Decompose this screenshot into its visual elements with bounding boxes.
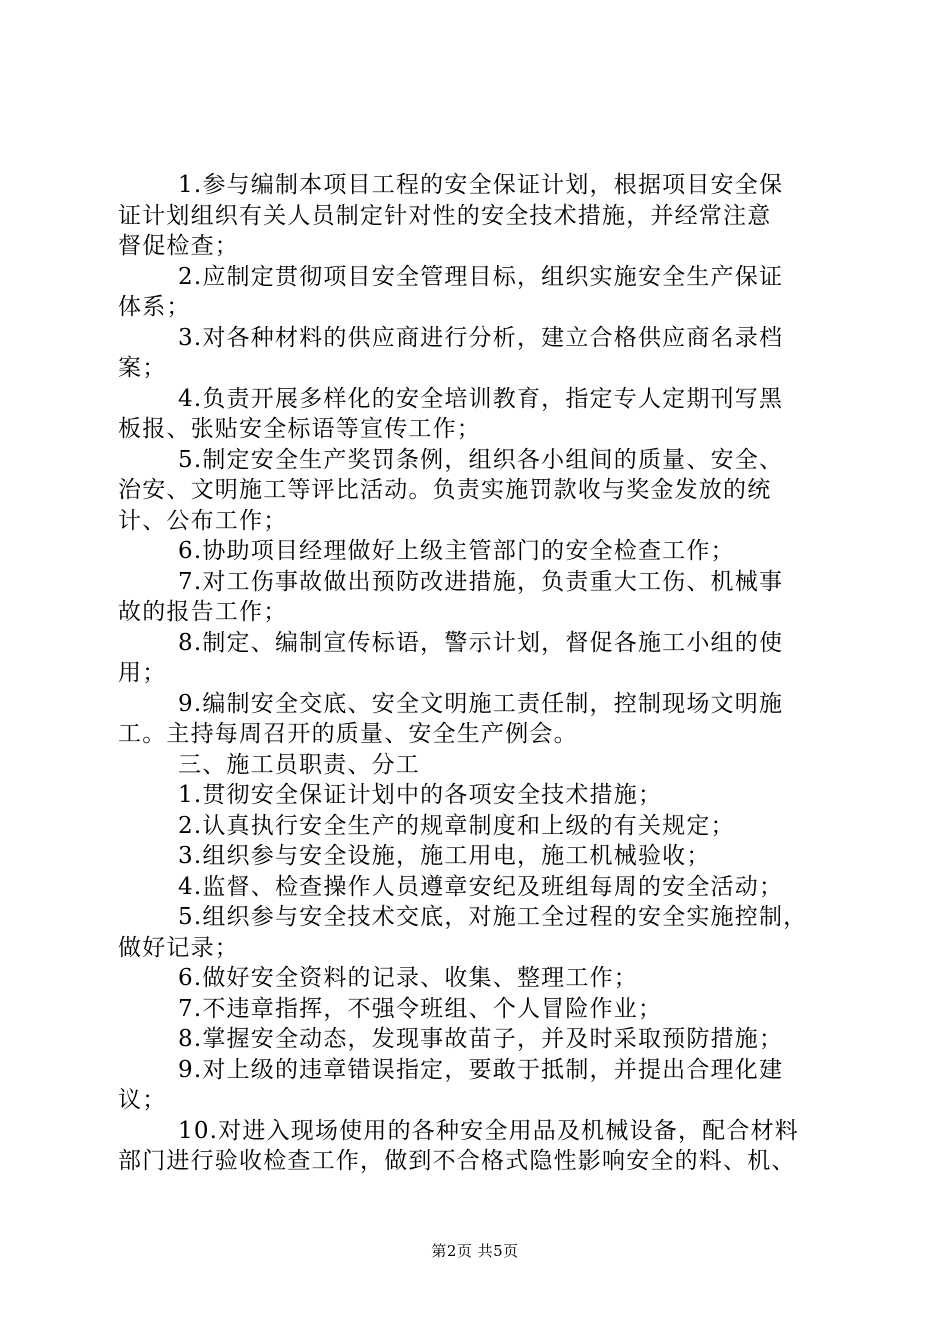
text-line: 6.协助项目经理做好上级主管部门的安全检查工作；: [178, 538, 735, 564]
text-line: 5.组织参与安全技术交底，对施工全过程的安全实施控制，: [178, 904, 808, 930]
text-line: 议；: [118, 1087, 167, 1113]
text-line: 8.掌握安全动态，发现事故苗子，并及时采取预防措施；: [178, 1026, 784, 1052]
text-line: 2.认真执行安全生产的规章制度和上级的有关规定；: [178, 812, 735, 839]
text-line: 三、施工员职责、分工: [178, 751, 420, 778]
text-line: 5.制定安全生产奖罚条例，组织各小组间的质量、安全、: [178, 446, 784, 473]
text-line: 2.应制定贯彻项目安全管理目标，组织实施安全生产保证: [178, 263, 784, 290]
text-line: 1.贯彻安全保证计划中的各项安全技术措施；: [178, 782, 663, 808]
text-line: 用；: [118, 660, 167, 686]
page-number-footer: 第2页 共5页: [431, 1242, 519, 1260]
text-line: 部门进行验收检查工作，做到不合格式隐性影响安全的料、机、: [118, 1148, 796, 1174]
text-line: 10.对进入现场使用的各种安全用品及机械设备，配合材料: [178, 1117, 799, 1144]
text-line: 做好记录；: [118, 934, 239, 961]
text-line: 9.对上级的违章错误指定，要敢于抵制，并提出合理化建: [178, 1056, 784, 1083]
text-line: 4.监督、检查操作人员遵章安纪及班组每周的安全活动；: [178, 873, 784, 900]
text-line: 治安、文明施工等评比活动。负责实施罚款收与奖金发放的统: [118, 477, 772, 503]
text-line: 3.组织参与安全设施，施工用电，施工机械验收；: [178, 843, 711, 869]
text-line: 9.编制安全交底、安全文明施工责任制，控制现场文明施: [178, 690, 784, 717]
text-line: 8.制定、编制宣传标语，警示计划，督促各施工小组的使: [178, 629, 784, 656]
text-line: 证计划组织有关人员制定针对性的安全技术措施，并经常注意: [118, 202, 772, 229]
text-line: 板报、张贴安全标语等宣传工作；: [118, 416, 481, 442]
text-line: 6.做好安全资料的记录、收集、整理工作；: [178, 965, 638, 991]
text-line: 7.对工伤事故做出预防改进措施，负责重大工伤、机械事: [178, 568, 784, 595]
text-line: 7.不违章指挥，不强令班组、个人冒险作业；: [178, 995, 663, 1022]
text-line: 计、公布工作；: [118, 507, 288, 534]
text-line: 案；: [118, 355, 167, 381]
text-line: 工。主持每周召开的质量、安全生产例会。: [118, 721, 578, 747]
text-line: 4.负责开展多样化的安全培训教育，指定专人定期刊写黑: [178, 385, 784, 412]
text-line: 1.参与编制本项目工程的安全保证计划，根据项目安全保: [178, 172, 784, 198]
text-line: 体系；: [118, 294, 191, 320]
text-line: 3.对各种材料的供应商进行分析，建立合格供应商名录档: [178, 324, 784, 351]
text-line: 督促检查；: [118, 233, 239, 259]
text-line: 故的报告工作；: [118, 599, 288, 625]
document-body: [118, 170, 830, 1177]
